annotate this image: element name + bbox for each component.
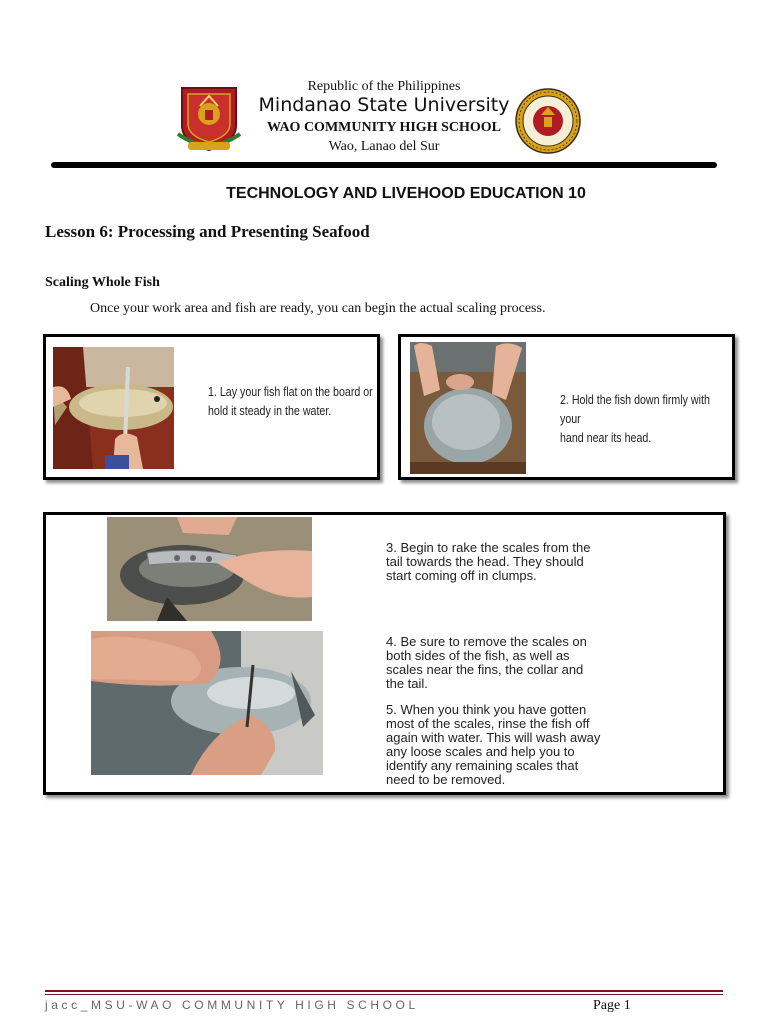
- footer-divider: [45, 990, 723, 992]
- footer-divider-thin: [45, 994, 723, 995]
- footer-school-label: jacc_MSU-WAO COMMUNITY HIGH SCHOOL: [45, 998, 419, 1012]
- step-1-text: 1. Lay your fish flat on the board or hold it steady in the water.: [208, 384, 373, 418]
- page-number: Page 1: [593, 998, 631, 1013]
- section-heading: Scaling Whole Fish: [45, 275, 160, 290]
- step-5-text: 5. When you think you have gotten most of the scales, rinse the fish off again with water. This will wash away any loose scales and help you to identify any remaining scales that need to be removed.: [386, 702, 601, 787]
- subject-title: TECHNOLOGY AND LIVEHOOD EDUCATION 10: [226, 185, 586, 202]
- republic-line: Republic of the Philippines: [307, 79, 461, 94]
- header-divider: [51, 162, 717, 168]
- lesson-title: Lesson 6: Processing and Presenting Seafood: [45, 222, 370, 241]
- step-3-text: 3. Begin to rake the scales from the tail towards the head. They should start coming off in clumps.: [386, 540, 591, 583]
- step-2-text: 2. Hold the fish down firmly with your hand near its head.: [560, 392, 710, 445]
- university-name: Mindanao State University: [258, 94, 510, 116]
- school-name: WAO COMMUNITY HIGH SCHOOL: [267, 120, 501, 135]
- intro-paragraph: Once your work area and fish are ready, you can begin the actual scaling process.: [90, 301, 546, 316]
- school-location: Wao, Lanao del Sur: [328, 139, 440, 154]
- raking-scales-photo: [107, 517, 312, 621]
- holding-fish-photo: [410, 342, 526, 474]
- fish-on-board-photo: [53, 347, 174, 469]
- removing-scales-photo: [91, 631, 323, 775]
- step-4-text: 4. Be sure to remove the scales on both sides of the fish, as well as scales near the fins, the collar and the tail.: [386, 634, 587, 691]
